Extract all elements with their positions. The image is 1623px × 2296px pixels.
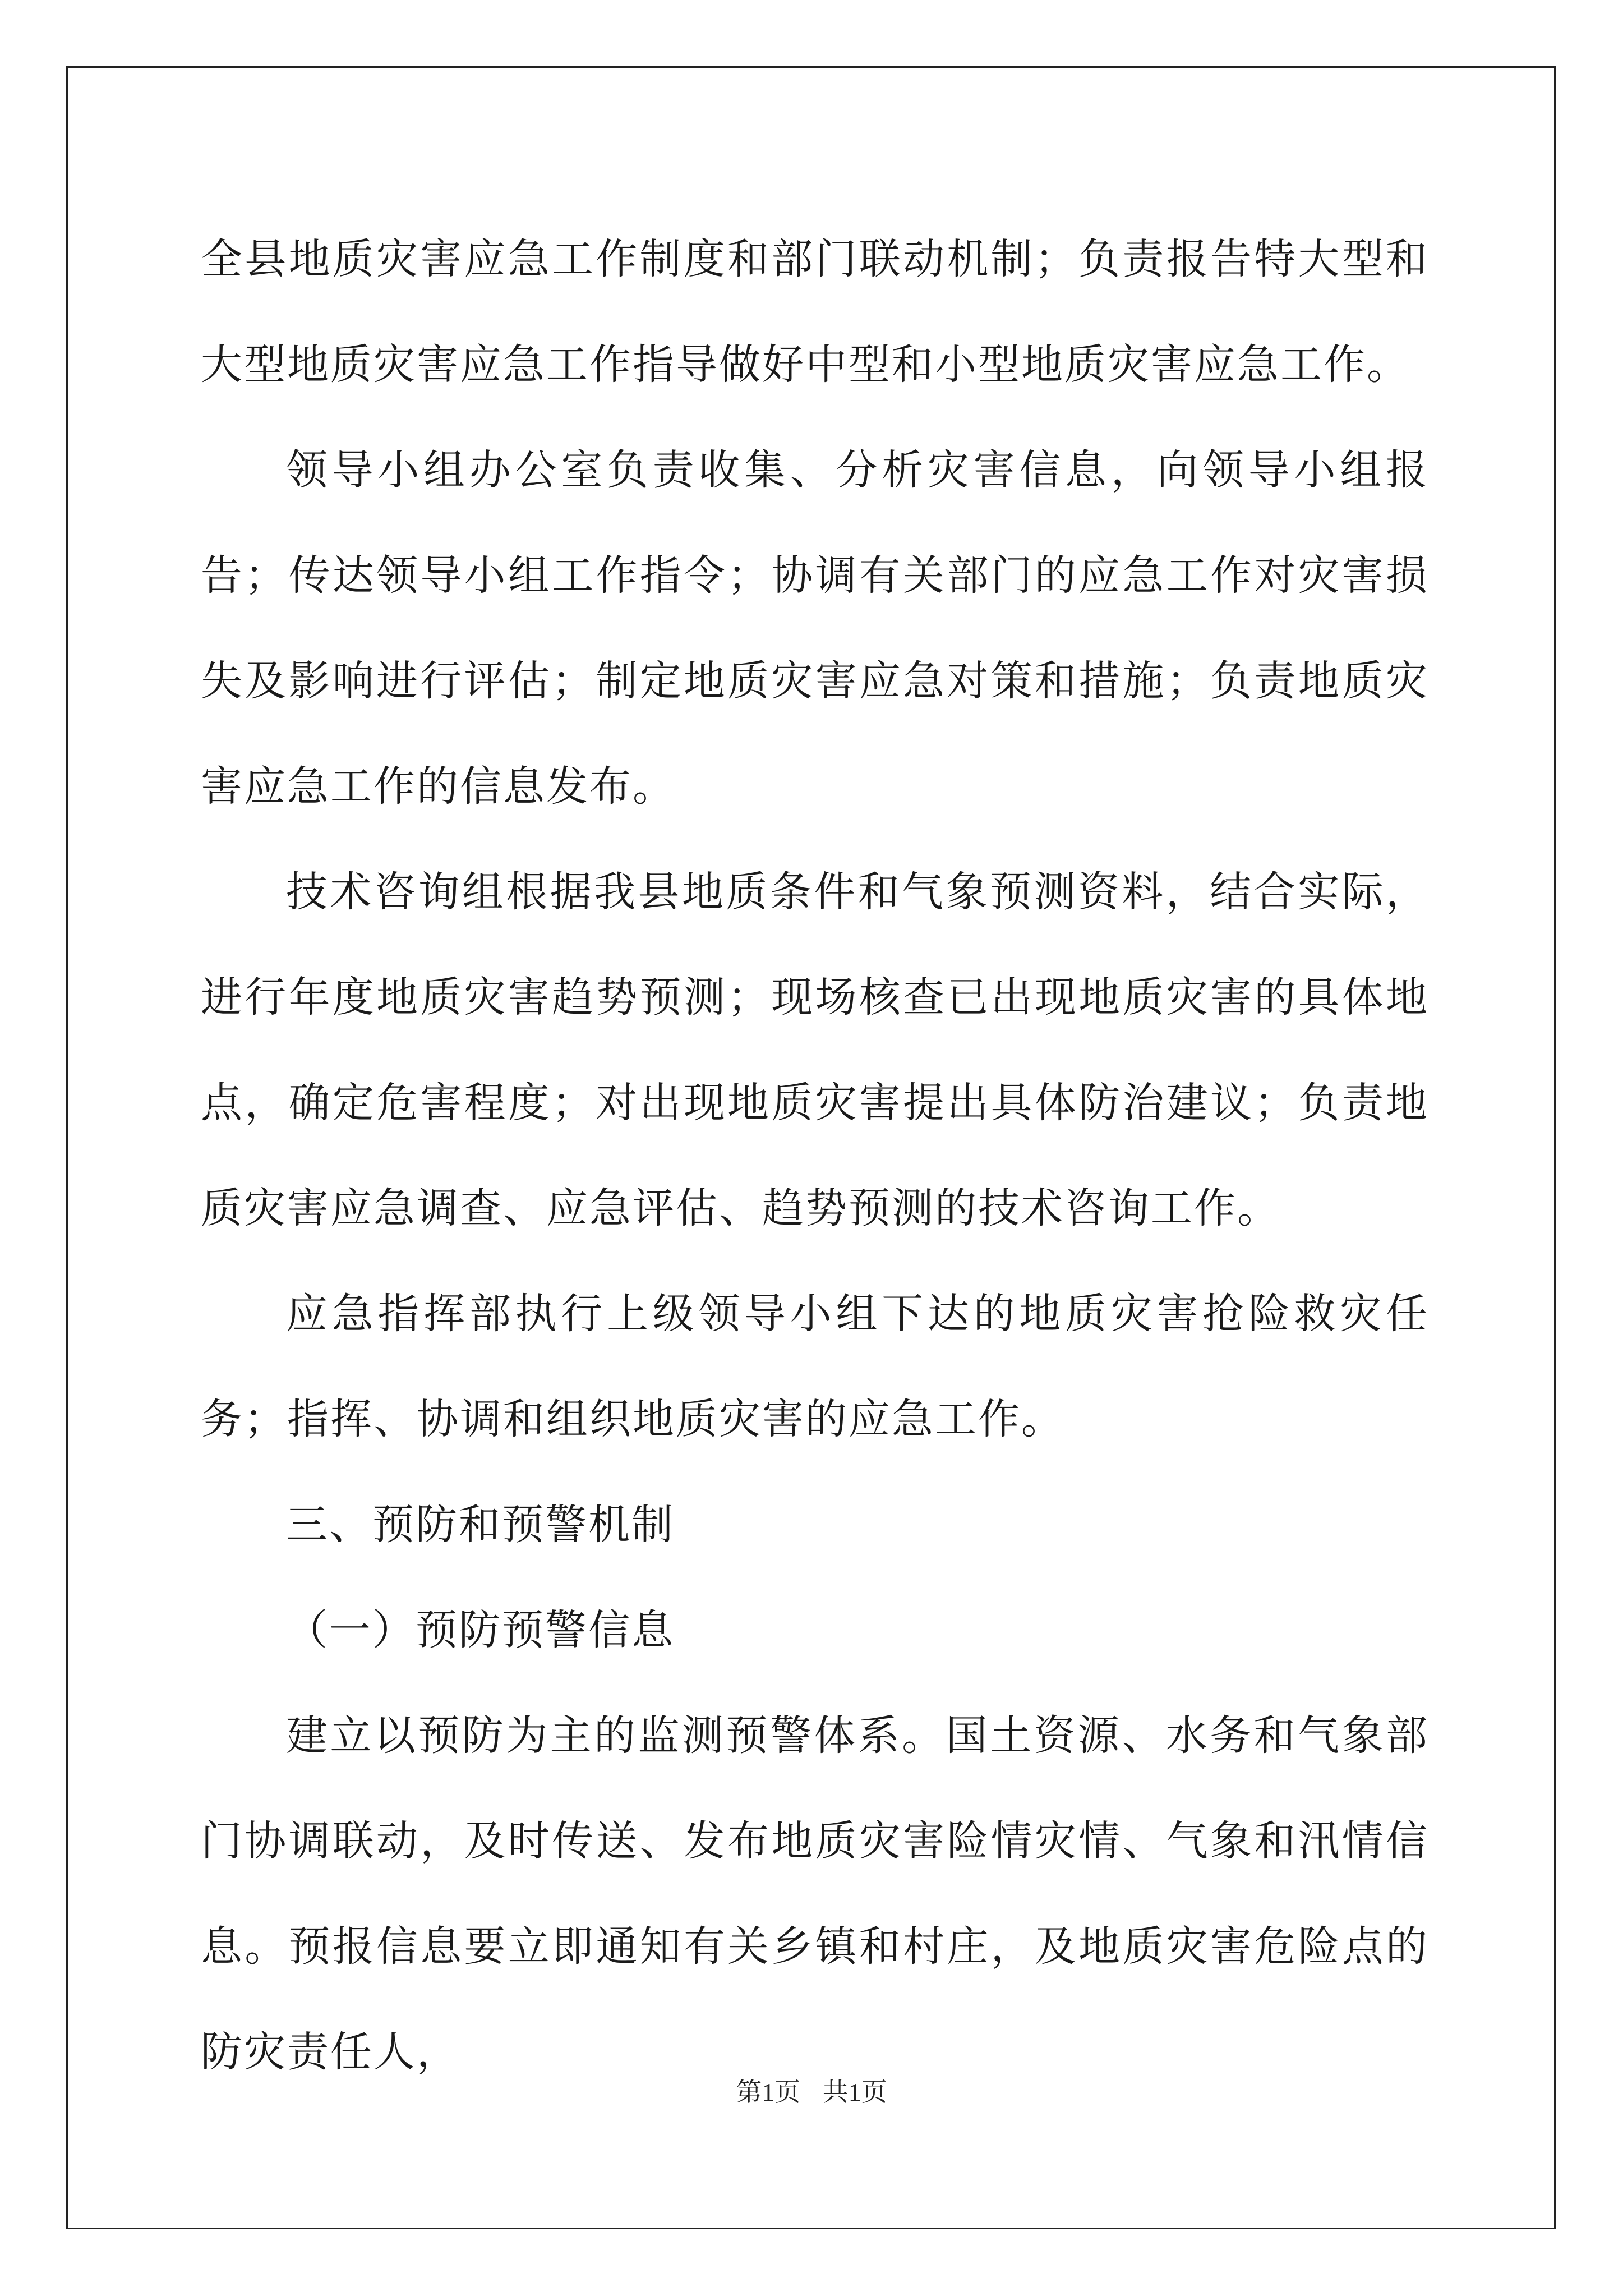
subsection-heading: （一）预防预警信息	[286, 1606, 675, 1654]
paragraph-5: 建立以预防为主的监测预警体系。国土资源、水务和气象部门协调联动，及时传送、发布地质灾害险情灾情、气象和汛情信息。预报信息要立即通知有关乡镇和村庄，及地质灾害危险点的防灾责任人，	[201, 1711, 1429, 2076]
section-heading: 三、预防和预警机制	[286, 1501, 675, 1549]
document-body	[201, 206, 1429, 2105]
page-number: 第1页	[736, 2078, 801, 2106]
paragraph-2: 领导小组办公室负责收集、分析灾害信息，向领导小组报告；传达领导小组工作指令；协调有关部门的应急工作对灾害损失及影响进行评估；制定地质灾害应急对策和措施；负责地质灾害应急工作的信息发布。	[201, 446, 1429, 811]
page-footer	[0, 2076, 1623, 2109]
paragraph-1: 全县地质灾害应急工作制度和部门联动机制；负责报告特大型和大型地质灾害应急工作指导做好中型和小型地质灾害应急工作。	[201, 235, 1429, 389]
paragraph-4: 应急指挥部执行上级领导小组下达的地质灾害抢险救灾任务；指挥、协调和组织地质灾害的应急工作。	[201, 1290, 1429, 1443]
paragraph-3: 技术咨询组根据我县地质条件和气象预测资料，结合实际，进行年度地质灾害趋势预测；现场核查已出现地质灾害的具体地点，确定危害程度；对出现地质灾害提出具体防治建议；负责地质灾害应急调查、应急评估、趋势预测的技术咨询工作。	[201, 868, 1429, 1232]
page-total: 共1页	[822, 2078, 887, 2106]
